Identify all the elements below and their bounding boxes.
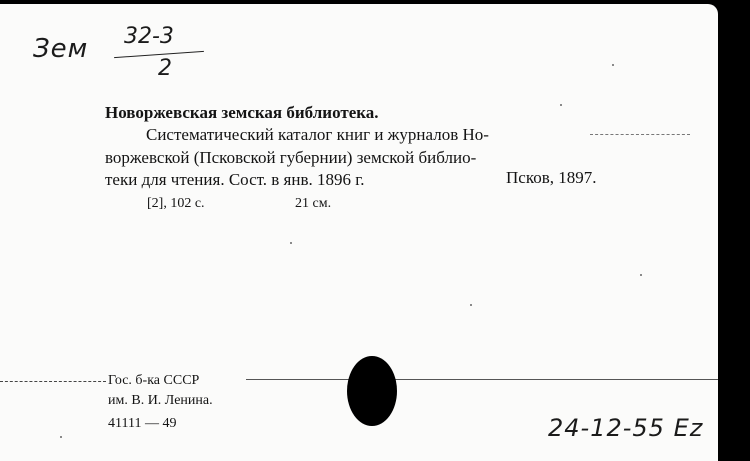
- handwritten-date-note: 24-12-55 Ez: [548, 414, 704, 442]
- shelf-mark-numerator: 32-3: [124, 24, 174, 49]
- paper-speck: [612, 64, 614, 66]
- entry-title-line-1: Систематический каталог книг и журналов Но-: [146, 125, 489, 144]
- paper-speck: [60, 436, 62, 438]
- library-stamp-number: 41111 — 49: [108, 416, 177, 431]
- paper-speck: [290, 242, 292, 244]
- paper-speck: [640, 274, 642, 276]
- bottom-rule-left: [0, 381, 106, 382]
- library-stamp-line-2: им. В. И. Ленина.: [108, 393, 213, 408]
- entry-title-line-3: теки для чтения. Сост. в янв. 1896 г.: [105, 170, 365, 189]
- shelf-mark-prefix: Зем: [33, 34, 89, 64]
- entry-size: 21 см.: [295, 196, 332, 211]
- paper-speck: [470, 304, 472, 306]
- entry-title-line-2: воржевской (Псковской губернии) земской библио-: [105, 148, 477, 167]
- shelf-mark-denominator: 2: [158, 56, 172, 81]
- dotted-mark: [590, 134, 690, 135]
- scan-border: [718, 0, 750, 461]
- library-stamp-line-1: Гос. б-ка СССР: [108, 373, 200, 388]
- punch-hole: [347, 356, 397, 426]
- bottom-rule-right: [246, 379, 718, 380]
- catalog-card: [0, 4, 718, 461]
- entry-heading: Новоржевская земская библиотека.: [105, 103, 379, 122]
- entry-collation: [2], 102 с.: [147, 196, 205, 211]
- paper-speck: [560, 104, 562, 106]
- entry-place-date: Псков, 1897.: [506, 168, 597, 187]
